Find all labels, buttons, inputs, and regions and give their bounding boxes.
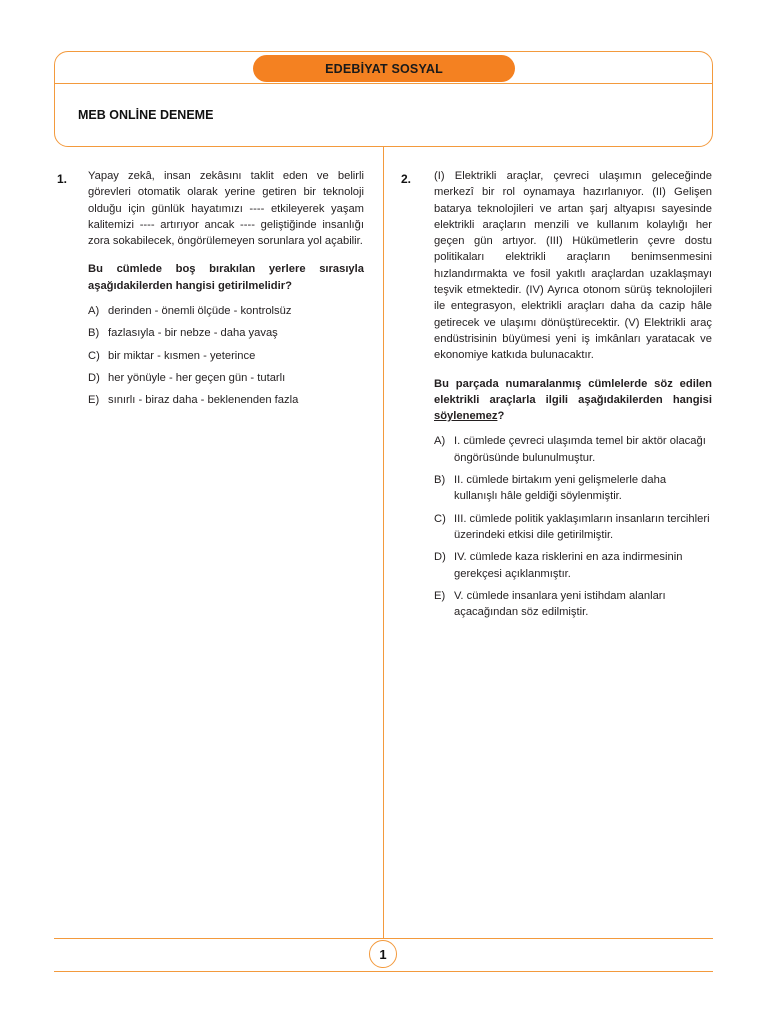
question-1-prompt: Bu cümlede boş bırakılan yerlere sırasıyla aşağıdakilerden hangisi getirilmelidir? [88, 263, 364, 292]
question-1-number: 1. [57, 172, 68, 186]
question-2-emphasis: söylenemez [434, 410, 498, 423]
option-label: A) [88, 305, 100, 318]
question-1-options [88, 303, 364, 408]
option-label: E) [434, 589, 446, 602]
footer-bottom-rule [54, 971, 713, 972]
option-1d[interactable] [88, 370, 364, 386]
option-text: fazlasıyla - bir nebze - daha yavaş [108, 327, 278, 340]
option-label: C) [88, 349, 100, 362]
question-2-prompt-text: Bu parçada numaralanmış cümlelerde söz edilen elektrikli araçlarla ilgili aşağıdakilerden hangisi [434, 377, 712, 406]
header-divider [55, 83, 712, 84]
option-label: D) [434, 551, 446, 564]
question-2-options [434, 433, 712, 620]
option-1a[interactable] [88, 303, 364, 319]
option-text: I. cümlede çevreci ulaşımda temel bir aktör olacağı öngörüsünde bulunulmuştur. [454, 435, 706, 464]
question-1-stem: Yapay zekâ, insan zekâsını taklit eden ve belirli görevleri otomatik olarak yerine getiren bir teknoloji olduğu için günlük hayatımızı ---- etkileyerek yaşam kalitemizi ---- artırıyor ancak ---- geliştiğinde insanlığı zora sokabilecek, öngörülemeyen sorunlara yol açabilir. [88, 170, 364, 248]
option-1b[interactable] [88, 325, 364, 341]
option-text: her yönüyle - her geçen gün - tutarlı [108, 371, 286, 384]
option-label: B) [88, 327, 100, 340]
option-2b[interactable] [434, 472, 712, 505]
option-2a[interactable] [434, 433, 712, 466]
page-number: 1 [369, 940, 397, 968]
question-2-prompt-end: ? [497, 410, 505, 423]
option-text: III. cümlede politik yaklaşımların insanların tercihleri üzerindeki etkisi dile getirilmiştir. [454, 512, 710, 541]
question-2-stem: (I) Elektrikli araçlar, çevreci ulaşımın geleceğinde merkezî bir rol oynamaya hazırlanıyor. (II) Gelişen batarya teknolojileri ve artan şarj altyapısı sayesinde elektrikli araçların menzili ve kullanım kolaylığı her geçen gün artıyor. (III) Hükümetlerin çevre dostu politikaları elektrikli araçların benimsenmesini hızlandırmakta ve fosil yakıtlı araçlardan uzaklaşmayı teşvik etmektedir. (IV) Ayrıca otonom sürüş teknolojileri ile entegrasyon, elektrikli araçları daha da cazip hâle getirecek ve ulaşımı dönüştürecektir. (V) Elektrikli araç endüstrisinin büyümesi yeni iş imkânları yaratacak ve ekonomiye katkıda bulunacaktır. [434, 170, 712, 362]
subject-badge: EDEBİYAT SOSYAL [253, 55, 515, 82]
option-1c[interactable] [88, 348, 364, 364]
question-1 [88, 168, 364, 415]
option-2c[interactable] [434, 511, 712, 544]
option-text: bir miktar - kısmen - yeterince [108, 349, 256, 362]
option-label: B) [434, 474, 446, 487]
option-2e[interactable] [434, 588, 712, 621]
footer-top-rule [54, 938, 713, 939]
option-label: E) [88, 394, 100, 407]
option-text: V. cümlede insanlara yeni istihdam alanları açacağından söz edilmiştir. [454, 589, 666, 619]
option-label: D) [88, 371, 100, 384]
option-2d[interactable] [434, 549, 712, 582]
question-2 [434, 168, 712, 626]
exam-title: MEB ONLİNE DENEME [78, 108, 214, 122]
option-text: IV. cümlede kaza risklerini en aza indirmesinin gerekçesi açıklanmıştır. [454, 551, 683, 580]
option-text: derinden - önemli ölçüde - kontrolsüz [108, 305, 292, 318]
question-2-number: 2. [401, 172, 412, 186]
option-label: C) [434, 512, 446, 525]
question-2-prompt [434, 376, 712, 425]
option-text: sınırlı - biraz daha - beklenenden fazla [108, 394, 299, 407]
option-label: A) [434, 435, 446, 448]
option-text: II. cümlede birtakım yeni gelişmelerle daha kullanışlı hâle geldiği söylenmiştir. [454, 474, 667, 503]
option-1e[interactable] [88, 392, 364, 408]
column-divider [383, 147, 384, 938]
